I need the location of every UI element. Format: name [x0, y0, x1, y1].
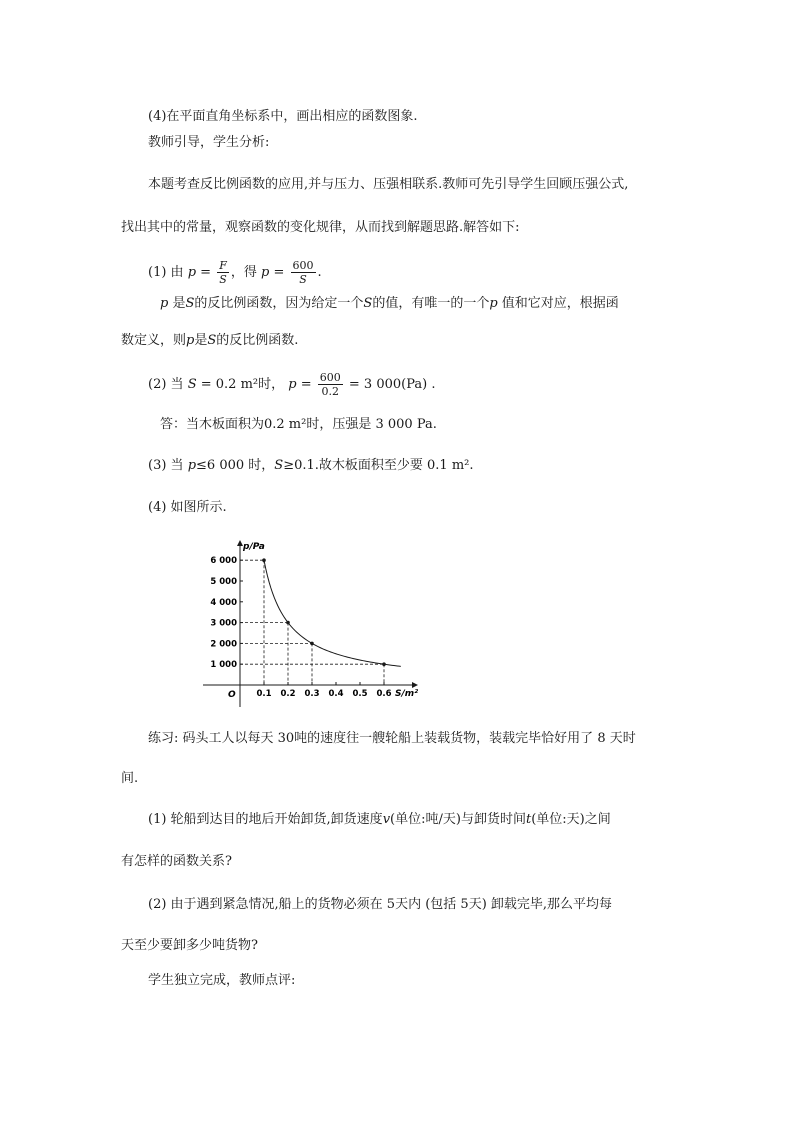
- step-1-formula: (1) 由 p = $\frac{F}{S}$ ，得 p = $\frac{600}{S}$ .: [148, 259, 322, 286]
- y-tick-label: 3 000: [210, 618, 237, 629]
- x-tick-label: 0.1: [256, 689, 272, 699]
- step-1-explanation-a: [160, 295, 619, 313]
- y-tick-label: 5 000: [210, 577, 237, 587]
- exercise-line-2: 间.: [121, 771, 139, 786]
- fraction-denominator: S: [219, 273, 227, 286]
- fraction-numerator: F: [219, 259, 227, 272]
- text-fragment: 是: [172, 296, 186, 311]
- exercise-line-1: 练习: 码头工人以每天 30吨的速度往一艘轮船上装载货物，装载完毕恰好用了 8 天时: [148, 731, 636, 746]
- y-tick-label: 4 000: [210, 597, 237, 608]
- step-3: [148, 457, 474, 475]
- symbol-s: S: [185, 296, 195, 311]
- function-curve: [264, 560, 401, 666]
- x-tick-label: 0.2: [280, 689, 296, 699]
- step-2-formula: [148, 370, 435, 400]
- step-4: (4) 如图所示.: [148, 500, 227, 515]
- symbol-p: p: [186, 333, 195, 348]
- fraction-numerator: 600: [319, 371, 341, 384]
- exercise-q1: [148, 811, 611, 829]
- symbol-p: p: [489, 296, 498, 311]
- text-fragment: (1) 轮船到达目的地后开始卸货,卸货速度: [148, 812, 383, 827]
- fraction-600-over-s: [291, 259, 316, 286]
- text-fragment: 数定义，则: [121, 333, 187, 348]
- symbol-p: p: [187, 265, 197, 280]
- data-point: [262, 558, 266, 562]
- step-1-mid: ，得: [230, 265, 257, 280]
- symbol-v: v: [382, 812, 391, 827]
- step-2-prefix: (2) 当: [148, 377, 184, 392]
- symbol-p: p: [160, 296, 169, 311]
- step-1-end: .: [317, 265, 322, 280]
- text-line-4: 找出其中的常量，观察函数的变化规律，从而找到解题思路.解答如下:: [121, 220, 520, 235]
- text-fragment: (单位:天)之间: [531, 812, 611, 827]
- text-fragment: 的值，有唯一的一个: [372, 296, 490, 311]
- symbol-p: p: [261, 265, 270, 280]
- x-axis-label: S/m²: [395, 689, 419, 699]
- exercise-q2-cont: 天至少要卸多少吨货物?: [121, 938, 258, 953]
- text-fragment: 的反比例函数，因为给定一个: [194, 296, 364, 311]
- symbol-s: S: [187, 377, 197, 392]
- data-point: [382, 662, 386, 666]
- data-point: [286, 621, 290, 625]
- y-tick-label: 6 000: [210, 556, 237, 567]
- symbol-s: S: [363, 296, 373, 311]
- step-2-condition: = 0.2 m²时，: [200, 377, 285, 392]
- symbol-s: S: [207, 333, 217, 348]
- data-point: [310, 642, 314, 646]
- text-fragment: (单位:吨/天)与卸货时间: [390, 812, 526, 827]
- symbol-t: t: [525, 812, 532, 827]
- fraction-denominator: 0.2: [321, 385, 340, 398]
- exercise-q1-cont: 有怎样的函数关系?: [121, 854, 232, 869]
- x-tick-label: 0.4: [328, 689, 344, 699]
- y-tick-label: 1 000: [210, 660, 237, 671]
- answer-line: 答：当木板面积为0.2 m²时，压强是 3 000 Pa.: [160, 417, 437, 432]
- text-line-2: 教师引导，学生分析:: [148, 135, 270, 150]
- text-fragment: ≥0.1.故木板面积至少要 0.1 m².: [283, 458, 474, 473]
- text-fragment: 的反比例函数.: [216, 333, 299, 348]
- exercise-q2: (2) 由于遇到紧急情况,船上的货物必须在 5天内 (包括 5天) 卸载完毕,那么平均每: [148, 897, 613, 912]
- symbol-p-eq: p =: [288, 377, 312, 392]
- fraction-600-over-0-2: [318, 371, 343, 398]
- text-fragment: ≤6 000 时，: [196, 458, 275, 473]
- text-fragment: 是: [194, 333, 208, 348]
- origin-label: O: [228, 690, 236, 700]
- symbol-s: S: [274, 458, 284, 473]
- text-line-3: 本题考查反比例函数的应用,并与压力、压强相联系.教师可先引导学生回顾压强公式,: [148, 177, 629, 192]
- step-2-result: = 3 000(Pa) .: [348, 377, 436, 392]
- x-tick-label: 0.6: [376, 689, 392, 699]
- text-line-1: (4)在平面直角坐标系中，画出相应的函数图象.: [148, 109, 418, 124]
- text-fragment: (3) 当: [148, 458, 184, 473]
- y-tick-label: 2 000: [210, 639, 237, 650]
- closing-line: 学生独立完成，教师点评:: [148, 973, 296, 988]
- fraction-numerator: 600: [292, 259, 314, 272]
- fraction-f-over-s: [217, 259, 229, 286]
- symbol-p: p: [187, 458, 197, 473]
- step-1-prefix: (1) 由: [148, 265, 184, 280]
- fraction-denominator: S: [299, 273, 307, 286]
- y-axis-label: p/Pa: [243, 542, 265, 552]
- inverse-proportion-chart: [195, 535, 425, 710]
- step-1-explanation-b: [121, 332, 298, 350]
- text-fragment: 值和它对应，根据函: [501, 296, 619, 311]
- x-tick-label: 0.5: [352, 689, 368, 699]
- x-tick-label: 0.3: [304, 689, 320, 699]
